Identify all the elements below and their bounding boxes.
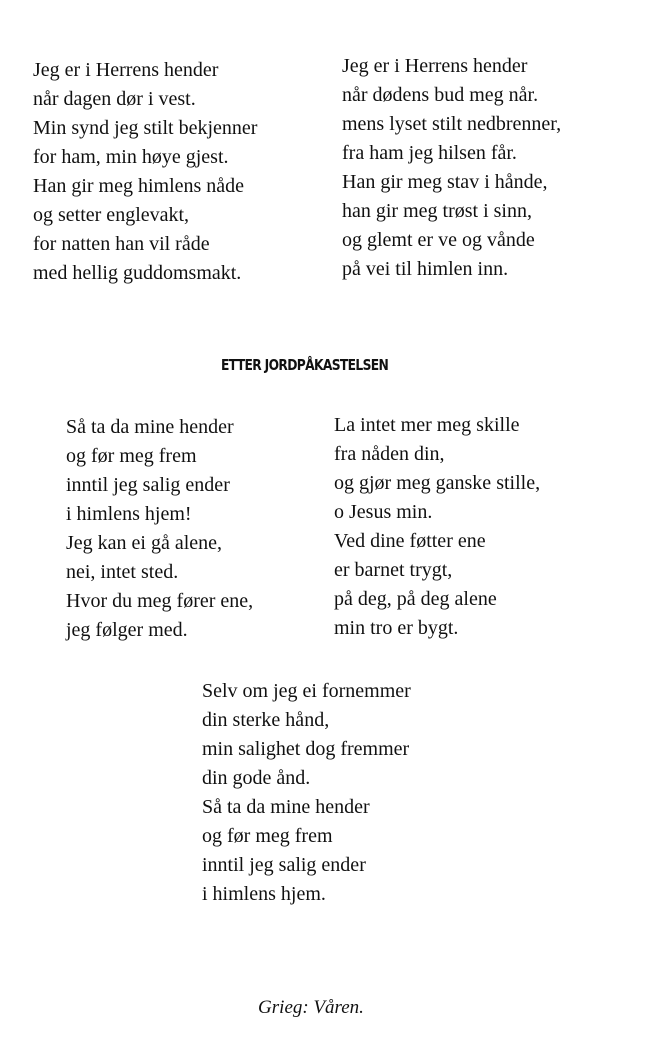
verse-top-right: [342, 52, 561, 284]
verse-line: på deg, på deg alene: [334, 588, 497, 610]
verse-line: nei, intet sted.: [66, 561, 179, 583]
verse-line: min salighet dog fremmer: [202, 738, 410, 760]
verse-line: for natten han vil råde: [33, 233, 210, 255]
verse-line: Hvor du meg fører ene,: [66, 590, 254, 612]
verse-line: o Jesus min.: [334, 501, 433, 523]
verse-line: Han gir meg stav i hånde,: [342, 171, 548, 193]
melody-credit: Grieg: Våren.: [258, 997, 364, 1018]
verse-line: Min synd jeg stilt bekjenner: [33, 117, 258, 139]
verse-line: og gjør meg ganske stille,: [334, 472, 541, 494]
verse-mid-left: [66, 413, 253, 645]
verse-line: min tro er bygt.: [334, 617, 459, 639]
verse-line: La intet mer meg skille: [334, 414, 520, 436]
verse-line: i himlens hjem.: [202, 883, 326, 905]
verse-line: med hellig guddomsmakt.: [33, 262, 242, 284]
verse-top-left: [33, 56, 257, 288]
verse-line: Jeg kan ei gå alene,: [66, 532, 223, 554]
verse-line: jeg følger med.: [66, 619, 188, 641]
verse-line: Jeg er i Herrens hender: [342, 55, 528, 77]
verse-mid-right: [334, 411, 540, 643]
verse-line: og setter englevakt,: [33, 204, 190, 226]
verse-line: fra ham jeg hilsen får.: [342, 142, 517, 164]
verse-line: din gode ånd.: [202, 767, 311, 789]
verse-line: og før meg frem: [202, 825, 333, 847]
verse-line: din sterke hånd,: [202, 709, 330, 731]
verse-line: er barnet trygt,: [334, 559, 453, 581]
verse-line: Han gir meg himlens nåde: [33, 175, 245, 197]
verse-line: når dødens bud meg når.: [342, 84, 539, 106]
verse-line: han gir meg trøst i sinn,: [342, 200, 532, 222]
verse-line: Så ta da mine hender: [202, 796, 370, 818]
verse-line: mens lyset stilt nedbrenner,: [342, 113, 562, 135]
verse-line: og glemt er ve og vånde: [342, 229, 535, 251]
verse-line: Så ta da mine hender: [66, 416, 234, 438]
verse-line: fra nåden din,: [334, 443, 445, 465]
verse-line: Jeg er i Herrens hender: [33, 59, 219, 81]
verse-line: Selv om jeg ei fornemmer: [202, 680, 411, 702]
verse-line: Ved dine føtter ene: [334, 530, 486, 552]
verse-line: for ham, min høye gjest.: [33, 146, 229, 168]
verse-line: når dagen dør i vest.: [33, 88, 196, 110]
verse-line: i himlens hjem!: [66, 503, 192, 525]
verse-bottom: [202, 677, 411, 909]
section-heading: ETTER JORDPÅKASTELSEN: [220, 356, 389, 374]
verse-line: og før meg frem: [66, 445, 197, 467]
verse-line: inntil jeg salig ender: [202, 854, 366, 876]
verse-line: inntil jeg salig ender: [66, 474, 230, 496]
verse-line: på vei til himlen inn.: [342, 258, 509, 280]
